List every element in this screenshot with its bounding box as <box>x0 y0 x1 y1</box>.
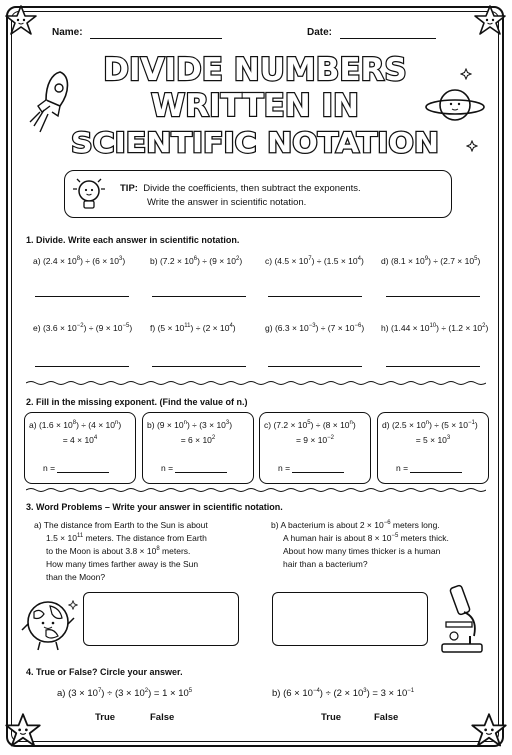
worksheet-title <box>60 48 450 160</box>
divider <box>26 487 486 493</box>
name-field[interactable] <box>90 38 222 39</box>
n-answer-blank[interactable] <box>175 472 227 473</box>
n-answer: n = <box>43 463 109 473</box>
answer-box-b[interactable] <box>272 592 428 646</box>
star-icon <box>4 712 42 750</box>
section-1-heading: 1. Divide. Write each answer in scientific notation. <box>26 235 240 245</box>
answer-line[interactable] <box>35 366 129 367</box>
n-answer-blank[interactable] <box>292 472 344 473</box>
answer-box-a[interactable] <box>83 592 239 646</box>
false-option-a[interactable]: False <box>150 712 175 723</box>
n-answer: n = <box>396 463 462 473</box>
true-option-a[interactable]: True <box>95 712 116 723</box>
division-problem: c) $(4.5 \times 10^7) \div (1.5 \times 10^4)$ <box>265 256 364 266</box>
answer-line[interactable] <box>152 366 246 367</box>
answer-line[interactable] <box>386 296 480 297</box>
section-3-heading: 3. Word Problems – Write your answer in scientific notation. <box>26 502 283 512</box>
missing-exponent-box <box>377 412 489 484</box>
problem-expression: d) $(2.5 \times 10^n) \div (5 \times 10^{-1})$ <box>382 420 478 430</box>
tip-box <box>64 170 452 218</box>
true-option-b[interactable]: True <box>321 712 342 723</box>
date-label: Date: <box>307 27 333 38</box>
false-option-b[interactable]: False <box>374 712 399 723</box>
title-line-1: DIVIDE NUMBERS <box>103 52 407 88</box>
name-label: Name: <box>52 27 83 38</box>
word-problem-a: a) The distance from Earth to the Sun is about $1.5 \times 10^{11}$ meters. The distance from Earth to the Moon is about $3.8 \times 10^8$ meters. How many times farther away is the Sun than the Moon? <box>34 520 208 582</box>
missing-exponent-box <box>142 412 254 484</box>
star-icon <box>470 712 508 750</box>
division-problem: b) $(7.2 \times 10^6) \div (9 \times 10^2)$ <box>150 256 243 266</box>
n-answer-blank[interactable] <box>57 472 109 473</box>
section-2-heading: 2. Fill in the missing exponent. (Find the value of n.) <box>26 397 248 407</box>
planet-icon <box>424 82 486 128</box>
division-problem: f) $(5 \times 10^{11}) \div (2 \times 10^4)$ <box>150 323 236 333</box>
sparkle-icon <box>460 68 472 80</box>
title-line-3: SCIENTIFIC NOTATION <box>71 126 439 159</box>
date-field[interactable] <box>340 38 436 39</box>
tip-line-1: Divide the coefficients, then subtract the exponents. <box>143 183 361 194</box>
n-answer: n = <box>161 463 227 473</box>
answer-line[interactable] <box>35 296 129 297</box>
problem-result: = $9 \times 10^{-2}$ <box>295 435 335 445</box>
problem-result: = $5 \times 10^3$ <box>415 435 451 445</box>
tip-line-2: Write the answer in scientific notation. <box>147 197 307 208</box>
n-answer: n = <box>278 463 344 473</box>
missing-exponent-box <box>259 412 371 484</box>
star-small-icon <box>466 140 478 152</box>
answer-line[interactable] <box>268 296 362 297</box>
missing-exponent-box <box>24 412 136 484</box>
problem-expression: a) $(1.6 \times 10^8) \div (4 \times 10^n)$ <box>29 420 122 430</box>
lightbulb-icon <box>69 174 109 214</box>
star-icon <box>473 4 507 38</box>
star-icon <box>4 4 38 38</box>
title-line-2: WRITTEN IN <box>151 88 359 124</box>
division-problem: h) $(1.44 \times 10^{10}) \div (1.2 \times 10^2)$ <box>381 323 489 333</box>
problem-expression: c) $(7.2 \times 10^5) \div (8 \times 10^n)$ <box>264 420 356 430</box>
division-problem: g) $(6.3 \times 10^{-3}) \div (7 \times 10^{-6})$ <box>265 323 365 333</box>
problem-result: = $6 \times 10^2$ <box>180 435 216 445</box>
division-problem: a) $(2.4 \times 10^8) \div (6 \times 10^3)$ <box>33 256 126 266</box>
problem-result: = $4 \times 10^4$ <box>62 435 98 445</box>
answer-line[interactable] <box>268 366 362 367</box>
division-problem: e) $(3.6 \times 10^{-2}) \div (9 \times 10^{-5})$ <box>33 323 133 333</box>
microscope-icon <box>434 578 492 658</box>
problem-expression: b) $(9 \times 10^n) \div (3 \times 10^3)$ <box>147 420 233 430</box>
divider <box>26 380 486 386</box>
answer-line[interactable] <box>386 366 480 367</box>
section-4-heading: 4. True or False? Circle your answer. <box>26 667 183 677</box>
n-answer-blank[interactable] <box>410 472 462 473</box>
word-problem-b: b) A bacterium is about $2 \times 10^{-6}$ meters long. A human hair is about $8 \times 10^{-5}$ meters thick. About how many times thicker is a human hair than a bacterium? <box>271 520 449 569</box>
division-problem: d) $(8.1 \times 10^9) \div (2.7 \times 10^5)$ <box>381 256 481 266</box>
true-false-b: b) $(6 \times 10^{-4}) \div (2 \times 10^3) = 3 \times 10^{-1}$ <box>272 687 415 699</box>
tip-label: TIP: <box>120 183 138 194</box>
answer-line[interactable] <box>152 296 246 297</box>
sparkle-icon <box>68 600 78 610</box>
true-false-a: a) $(3 \times 10^7) \div (3 \times 10^2) = 1 \times 10^5$ <box>57 687 193 699</box>
